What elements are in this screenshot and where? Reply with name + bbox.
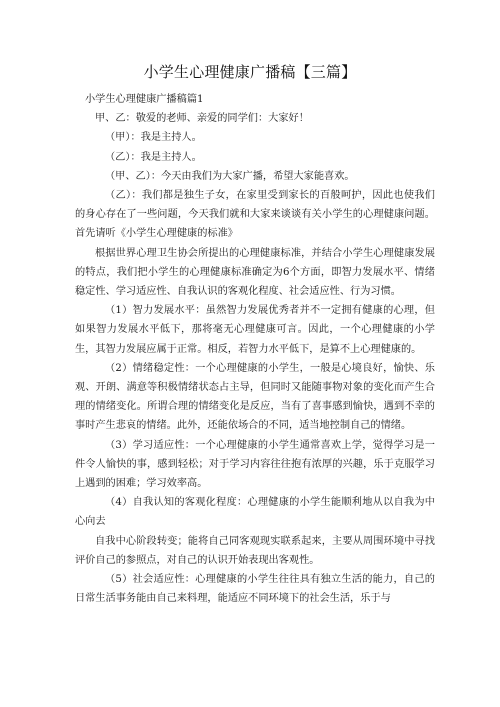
paragraph: （1）智力发展水平：虽然智力发展优秀者并不一定拥有健康的心理，但如果智力发展水平低下，那将毫无心理健康可言。因此，一个心理健康的小学生，其智力发展应属于正常。相反，若智力水平低下，是算不上心理健康的。: [75, 305, 435, 355]
paragraph: （4）自我认知的客观化程度：心理健康的小学生能顺利地从以自我为中心向去: [75, 497, 435, 528]
paragraph: 自我中心阶段转变；能将自己同客观现实联系起来，主要从周围环境中寻找评价自己的参照点，对自己的认识开始表现出客观性。: [75, 535, 435, 566]
document-title: 小学生心理健康广播稿【三篇】: [143, 63, 357, 81]
paragraph: （甲、乙）：今天由我们为大家广播，希望大家能喜欢。: [105, 170, 355, 182]
paragraph: 甲、乙：敬爱的老师、亲爱的同学们：大家好！: [95, 113, 309, 125]
paragraph: （2）情绪稳定性：一个心理健康的小学生，一般是心境良好，愉快、乐观、开朗、满意等积极情绪状态占主导，但同时又能随事物对象的变化而产生合理的情绪变化。所谓合理的情绪变化是反应，当有了喜事感到愉快，遇到不幸的事时产生悲哀的情绪。此外，还能依场合的不同，适当地控制自己的情绪。: [75, 362, 435, 432]
paragraph: 根据世界心理卫生协会所提出的心理健康标准，并结合小学生心理健康发展的特点，我们把小学生的心理健康标准确定为6个方面，即智力发展水平、情绪稳定性、学习适应性、自我认识的客观化程度、社会适应性、行为习惯。: [75, 247, 435, 298]
paragraph: （乙）：我是主持人。: [105, 151, 202, 163]
paragraph: （乙）：我们都是独生子女，在家里受到家长的百般呵护，因此也使我们的身心存在了一些问题，今天我们就和大家来谈谈有关小学生的心理健康问题。首先请听《小学生心理健康的标准》: [75, 190, 435, 240]
section-heading: 小学生心理健康广播稿篇1: [85, 94, 204, 105]
paragraph: （3）学习适应性：一个心理健康的小学生通常喜欢上学，觉得学习是一件令人愉快的事，感到轻松；对于学习内容往往抱有浓厚的兴趣，乐于克服学习上遇到的困难；学习效率高。: [75, 439, 435, 490]
document-body: [75, 90, 435, 608]
paragraph: （5）社会适应性：心理健康的小学生往往具有独立生活的能力，自己的日常生活事务能由自己来料理，能适应不同环境下的社会生活，乐于与: [75, 574, 435, 605]
paragraph: （甲）：我是主持人。: [105, 132, 202, 144]
